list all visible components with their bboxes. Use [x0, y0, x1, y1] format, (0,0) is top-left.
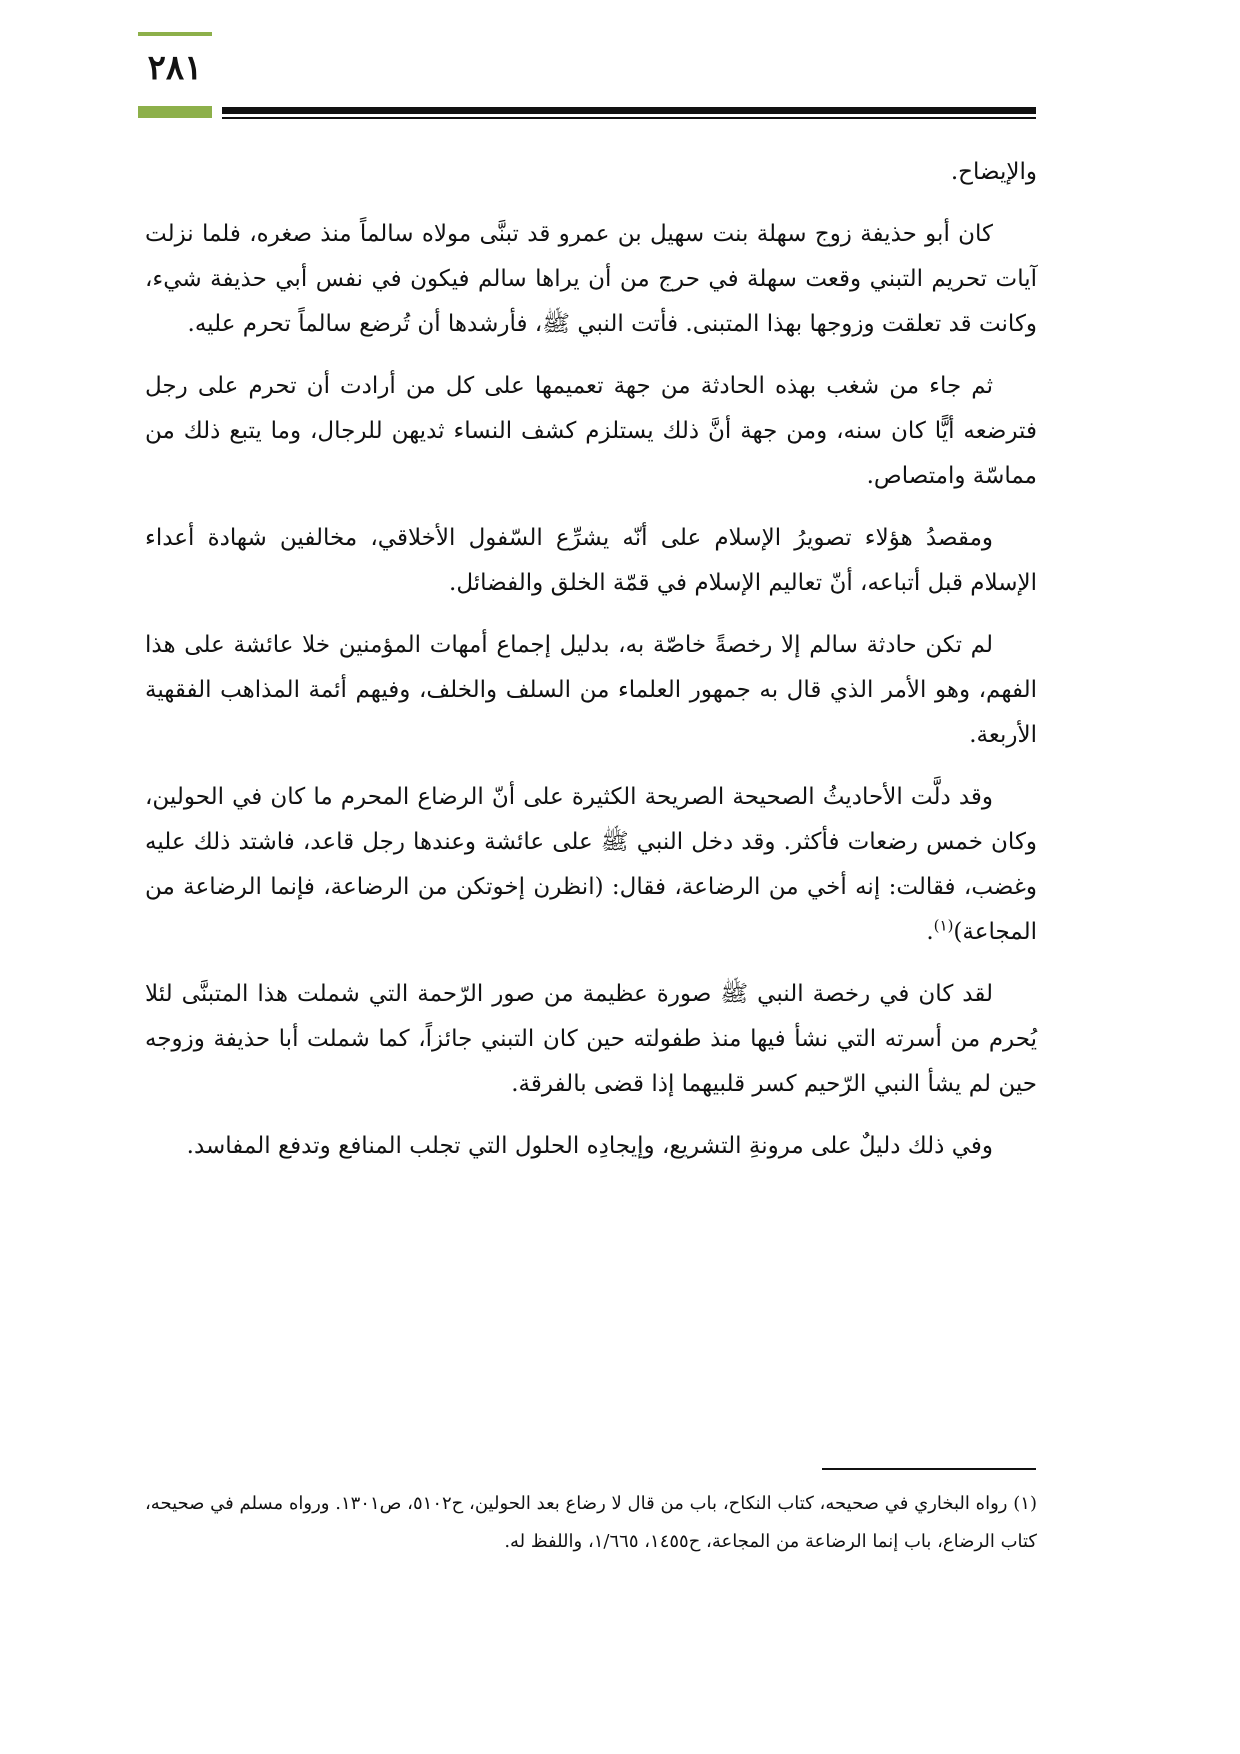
header-top-accent-bar [138, 32, 212, 36]
paragraph-mercy: لقد كان في رخصة النبي ﷺ صورة عظيمة من صور الرّحمة التي شملت هذا المتبنَّى لئلا يُحرم من أسرته التي نشأ فيها منذ طفولته حين كان التبني جائزاً، كما شملت أبا حذيفة وزوجه حين لم يشأ النبي الرّحيم كسر قلبيهما إذا قضى بالفرقة. [145, 981, 1037, 1097]
footnotes [145, 1485, 1037, 1561]
header-rule-thin [222, 117, 1036, 119]
header-bottom-accent-bar [138, 106, 212, 118]
paragraph-hadith [145, 775, 1037, 955]
footnote-reference[interactable]: (١) [933, 916, 954, 935]
paragraph-continuation: والإيضاح. [950, 159, 1037, 185]
footnote-separator [822, 1468, 1036, 1470]
header-rule-thick [222, 107, 1036, 114]
paragraph-exception: لم تكن حادثة سالم إلا رخصةً خاصّة به، بدليل إجماع أمهات المؤمنين خلا عائشة على هذا الفهم، وهو الأمر الذي قال به جمهور العلماء من السلف والخلف، وفيهم أئمة المذاهب الفقهية الأربعة. [145, 632, 1037, 748]
paragraph-hadith-text: وقد دلَّت الأحاديثُ الصحيحة الصريحة الكثيرة على أنّ الرضاع المحرم ما كان في الحولين، وكان خمس رضعات فأكثر. وقد دخل النبي ﷺ على عائشة وعندها رجل قاعد، فاشتد ذلك عليه وغضب، فقالت: إنه أخي من الرضاعة، فقال: (انظرن إخوتكن من الرضاعة، فإنما الرضاعة من المجاعة) [145, 784, 1037, 945]
paragraph-hadith-end: . [926, 919, 934, 945]
paragraph-objection: ثم جاء من شغب بهذه الحادثة من جهة تعميمها على كل من أرادت أن تحرم على رجل فترضعه أيًّا كان سنه، ومن جهة أنَّ ذلك يستلزم كشف النساء ثديهن للرجال، وما يتبع ذلك من مماسّة وامتصاص. [145, 373, 1037, 489]
body-text [145, 150, 1037, 1186]
paragraph-intent: ومقصدُ هؤلاء تصويرُ الإسلام على أنّه يشرِّع السّفول الأخلاقي، مخالفين شهادة أعداء الإسلام قبل أتباعه، أنّ تعاليم الإسلام في قمّة الخلق والفضائل. [145, 525, 1037, 596]
page-number: ٢٨١ [147, 48, 203, 88]
paragraph-abu-hudhayfa: كان أبو حذيفة زوج سهلة بنت سهيل بن عمرو قد تبنَّى مولاه سالماً منذ صغره، فلما نزلت آيات تحريم التبني وقعت سهلة في حرج من أن يراها سالم فيكون في نفس أبي حذيفة شيء، وكانت قد تعلقت وزوجها بهذا المتبنى. فأتت النبي ﷺ، فأرشدها أن تُرضع سالماً تحرم عليه. [145, 221, 1037, 337]
footnote-1: (١) رواه البخاري في صحيحه، كتاب النكاح، باب من قال لا رضاع بعد الحولين، ح٥١٠٢، ص١٣٠١. ورواه مسلم في صحيحه، كتاب الرضاع، باب إنما الرضاعة من المجاعة، ح١٤٥٥، ١/٦٦٥، واللفظ له. [145, 1493, 1037, 1552]
paragraph-conclusion: وفي ذلك دليلٌ على مرونةِ التشريع، وإيجادِه الحلول التي تجلب المنافع وتدفع المفاسد. [186, 1133, 993, 1159]
